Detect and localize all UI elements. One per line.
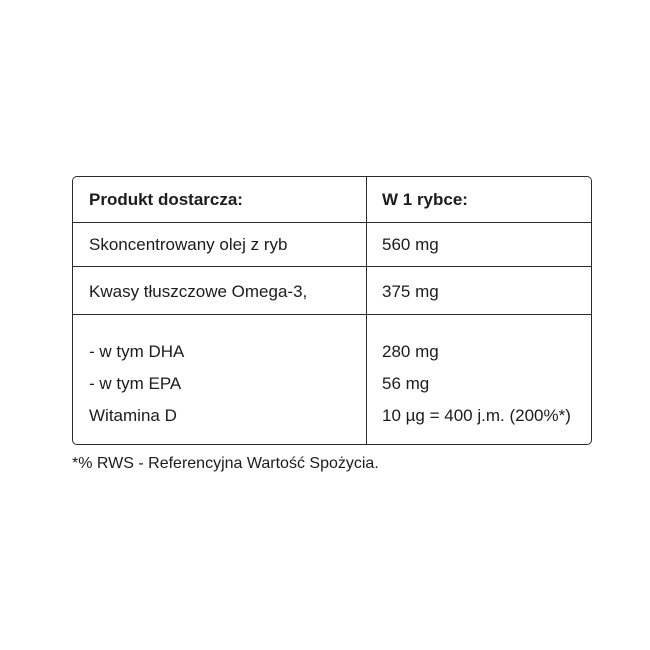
row-label-dha: - w tym DHA bbox=[89, 342, 185, 361]
group-values bbox=[367, 315, 591, 444]
header-product: Produkt dostarcza: bbox=[73, 177, 367, 222]
row-label: Skoncentrowany olej z ryb bbox=[73, 223, 367, 266]
table-row bbox=[73, 266, 591, 314]
table-header-row bbox=[73, 177, 591, 222]
row-label-epa: - w tym EPA bbox=[89, 374, 182, 393]
row-value: 375 mg bbox=[382, 282, 439, 301]
header-per-fish: W 1 rybce: bbox=[382, 190, 468, 209]
nutrition-table bbox=[72, 176, 592, 445]
table-row bbox=[73, 222, 591, 266]
group-labels bbox=[73, 315, 367, 444]
row-value: 560 mg bbox=[382, 235, 439, 254]
table-row-group bbox=[73, 314, 591, 444]
row-value-dha: 280 mg bbox=[382, 342, 439, 361]
row-value-epa: 56 mg bbox=[382, 374, 430, 393]
row-label: Kwasy tłuszczowe Omega-3, bbox=[73, 267, 367, 314]
footnote: *% RWS - Referencyjna Wartość Spożycia. bbox=[72, 455, 379, 472]
row-label-vitamin-d: Witamina D bbox=[89, 406, 177, 425]
row-value-vitamin-d: 10 µg = 400 j.m. (200%*) bbox=[382, 406, 571, 425]
